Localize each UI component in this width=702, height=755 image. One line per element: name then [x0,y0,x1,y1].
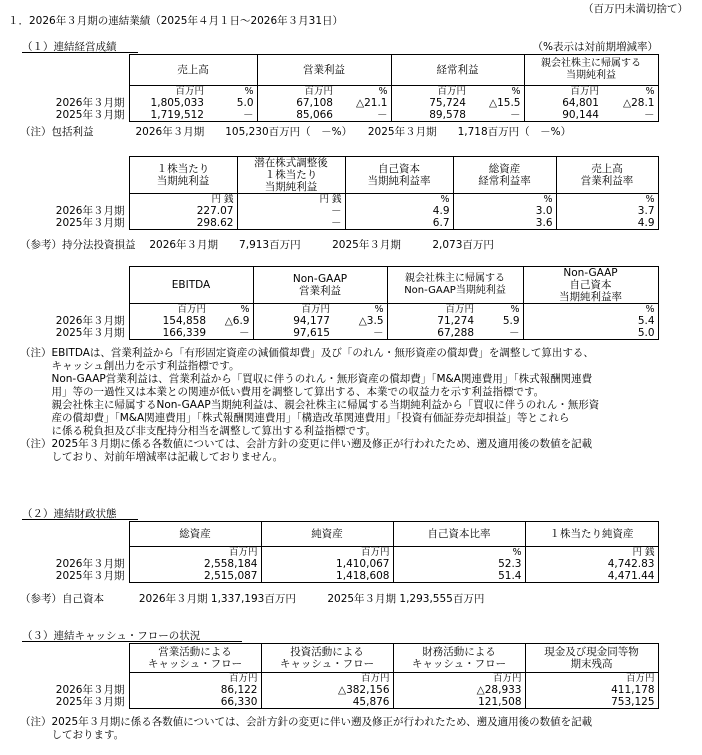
section-underline [22,52,138,53]
section-underline [22,641,242,642]
value-cell: － [602,109,658,122]
table-row [20,696,658,709]
unit-cell: 百万円 [524,86,602,98]
value-cell: 45,876 [261,696,393,709]
section-underline [22,519,138,520]
value-cell: － [336,109,391,122]
value-cell: 2,558,184 [129,558,261,570]
value-cell: 5.9 [477,315,523,327]
unit-cell: 円 銭 [237,194,345,206]
unit-cell: 百万円 [391,86,469,98]
col-header-total-assets: 総資産 [129,522,261,547]
col-header-equity-ratio: 自己資本比率 [393,522,525,547]
unit-cell: 百万円 [261,547,393,559]
unit-cell: % [336,86,391,98]
value-cell: 66,330 [129,696,261,709]
row-label: 2025年３月期 [20,570,129,583]
table-row [20,570,658,583]
row-label: 2025年３月期 [20,217,129,230]
col-header-ordinary-profit: 経常利益 [391,55,524,86]
row-label: 2026年３月期 [20,558,129,570]
col-header-net-assets: 純資産 [261,522,393,547]
note-line: 親会社株主に帰属するNon-GAAP当期純利益は、親会社株主に帰属する当期純利益から「買収に伴うのれん・無形資 [20,399,600,411]
row-label: 2026年３月期 [20,205,129,217]
unit-cell: 百万円 [525,673,658,685]
value-cell: △15.5 [469,97,524,109]
note-line: 産の償却費」「M&A関連費用」「株式報酬関連費用」「構造改革関連費用」「投資有価証券売却損益」等とこれら [20,412,570,424]
page-heading: １．2026年３月期の連結業績（2025年４月１日～2026年３月31日） [8,15,344,27]
note-line: に係る税負担及び非支配持分相当を調整して算出する利益指標です。 [20,425,377,437]
unit-cell: 百万円 [129,673,261,685]
unit-cell: 百万円 [257,86,336,98]
operating-results-table [20,54,659,122]
unit-cell: % [523,304,658,316]
value-cell: 1,418,608 [261,570,393,583]
table-row [20,205,658,217]
note-line: （注）2025年３月期に係る各数値については、会計方針の変更に伴い遡及修正が行われたため、遡及適用後の数値を記載 [20,438,593,450]
note-line: しております。 [20,729,125,741]
unit-cell: 円 銭 [129,194,237,206]
table-row [20,558,658,570]
value-cell: － [237,205,345,217]
unit-cell: % [453,194,556,206]
col-header-nongaap-net: 親会社株主に帰属する Non-GAAP当期純利益 [387,267,523,304]
note-line: （注）EBITDAは、営業利益から「有形固定資産の減価償却費」及び「のれん・無形資産の償却費」を調整して算出する、 [20,347,594,359]
col-header-operating-margin: 売上高 営業利益率 [556,157,658,194]
per-share-table [20,156,659,230]
col-header-operating-cf: 営業活動による キャッシュ・フロー [129,644,261,673]
unit-cell: % [345,194,453,206]
col-header-eps: １株当たり 当期純利益 [129,157,237,194]
value-cell: △6.9 [209,315,253,327]
value-cell: 121,508 [393,696,525,709]
col-header-nongaap-roe: Non-GAAP 自己資本 当期純利益率 [523,267,658,304]
row-label: 2026年３月期 [20,97,129,109]
unit-cell: % [333,304,387,316]
value-cell: 75,724 [391,97,469,109]
value-cell: 4,742.83 [525,558,658,570]
unit-cell: 百万円 [129,86,207,98]
own-capital-note: （参考）自己資本 2026年３月期 1,337,193百万円 2025年３月期 1,293,555百万円 [20,593,485,605]
value-cell: 71,274 [387,315,477,327]
unit-cell: % [556,194,658,206]
section-title-operating-results: （１）連結経営成績 [22,41,117,53]
section-title-financial-position: （２）連結財政状態 [22,508,117,520]
row-label: 2026年３月期 [20,315,129,327]
value-cell: △3.5 [333,315,387,327]
value-cell: 5.4 [523,315,658,327]
value-cell: 6.7 [345,217,453,230]
value-cell: － [237,217,345,230]
value-cell: 3.0 [453,205,556,217]
col-header-diluted-eps: 潜在株式調整後 １株当たり 当期純利益 [237,157,345,194]
value-cell: 4.9 [556,217,658,230]
value-cell: △382,156 [261,684,393,696]
value-cell: △21.1 [336,97,391,109]
col-header-sales: 売上高 [129,55,257,86]
unit-cell: % [393,547,525,559]
value-cell: 4.9 [345,205,453,217]
value-cell: 67,288 [387,327,477,340]
equity-method-note: （参考）持分法投資損益 2026年３月期 7,913百万円 2025年３月期 2,073百万円 [20,239,494,251]
value-cell: 1,719,512 [129,109,207,122]
unit-cell: % [207,86,257,98]
table-row [20,97,658,109]
col-header-roa: 総資産 経常利益率 [453,157,556,194]
value-cell: 64,801 [524,97,602,109]
value-cell: 90,144 [524,109,602,122]
col-header-net-income: 親会社株主に帰属する 当期純利益 [524,55,658,86]
cash-flow-notes [20,716,592,742]
value-cell: － [209,327,253,340]
note-line: キャッシュ創出力を示す利益指標です。 [20,360,240,372]
value-cell: 411,178 [525,684,658,696]
note-line: 用」等の一過性又は本業との関連が低い費用を調整して算出する、本業での収益力を示す利益指標です。 [20,386,545,398]
note-line: しており、対前年増減率は記載しておりません。 [20,451,284,463]
row-label: 2025年３月期 [20,327,129,340]
col-header-investing-cf: 投資活動による キャッシュ・フロー [261,644,393,673]
table-row [20,684,658,696]
value-cell: 85,066 [257,109,336,122]
unit-note: （百万円未満切捨て） [583,3,688,15]
table-row [20,217,658,230]
col-header-operating-profit: 営業利益 [257,55,391,86]
value-cell: 67,108 [257,97,336,109]
table-row [20,109,658,122]
value-cell: 1,410,067 [261,558,393,570]
unit-cell: % [209,304,253,316]
value-cell: 86,122 [129,684,261,696]
col-header-nongaap-operating: Non-GAAP 営業利益 [253,267,387,304]
pct-note: （%表示は対前期増減率） [532,41,658,53]
value-cell: 2,515,087 [129,570,261,583]
value-cell: － [333,327,387,340]
value-cell: － [469,109,524,122]
value-cell: △28,933 [393,684,525,696]
value-cell: 1,805,033 [129,97,207,109]
unit-cell: 百万円 [393,673,525,685]
unit-cell: 百万円 [129,304,209,316]
value-cell: 3.7 [556,205,658,217]
comprehensive-income-note: （注）包括利益 2026年３月期 105,230百万円（ －%） 2025年３月期 1,718百万円（ －%） [20,126,572,138]
value-cell: － [477,327,523,340]
col-header-bps: １株当たり純資産 [525,522,658,547]
unit-cell: % [469,86,524,98]
value-cell: 298.62 [129,217,237,230]
value-cell: 5.0 [207,97,257,109]
value-cell: 89,578 [391,109,469,122]
ebitda-table [20,266,659,340]
table-row [20,327,658,340]
unit-cell: 円 銭 [525,547,658,559]
value-cell: 5.0 [523,327,658,340]
col-header-cash-balance: 現金及び現金同等物 期末残高 [525,644,658,673]
value-cell: △28.1 [602,97,658,109]
unit-cell: % [602,86,658,98]
value-cell: 227.07 [129,205,237,217]
value-cell: 52.3 [393,558,525,570]
value-cell: 51.4 [393,570,525,583]
value-cell: 94,177 [253,315,333,327]
unit-cell: % [477,304,523,316]
value-cell: 753,125 [525,696,658,709]
note-line: Non-GAAP営業利益は、営業利益から「買収に伴うのれん・無形資産の償却費」「M&A関連費用」「株式報酬関連費 [20,373,593,385]
section-title-cash-flow: （３）連結キャッシュ・フローの状況 [22,630,201,642]
unit-cell: 百万円 [129,547,261,559]
table-row [20,315,658,327]
ebitda-notes [20,347,599,464]
unit-cell: 百万円 [261,673,393,685]
col-header-roe: 自己資本 当期純利益率 [345,157,453,194]
unit-cell: 百万円 [387,304,477,316]
cash-flow-table [20,643,659,709]
value-cell: 4,471.44 [525,570,658,583]
value-cell: 3.6 [453,217,556,230]
value-cell: 154,858 [129,315,209,327]
financial-position-table [20,521,659,583]
row-label: 2026年３月期 [20,684,129,696]
row-label: 2025年３月期 [20,696,129,709]
note-line: （注）2025年３月期に係る各数値については、会計方針の変更に伴い遡及修正が行われたため、遡及適用後の数値を記載 [20,716,593,728]
value-cell: 97,615 [253,327,333,340]
col-header-financing-cf: 財務活動による キャッシュ・フロー [393,644,525,673]
row-label: 2025年３月期 [20,109,129,122]
value-cell: 166,339 [129,327,209,340]
value-cell: － [207,109,257,122]
unit-cell: 百万円 [253,304,333,316]
col-header-ebitda: EBITDA [129,267,253,304]
